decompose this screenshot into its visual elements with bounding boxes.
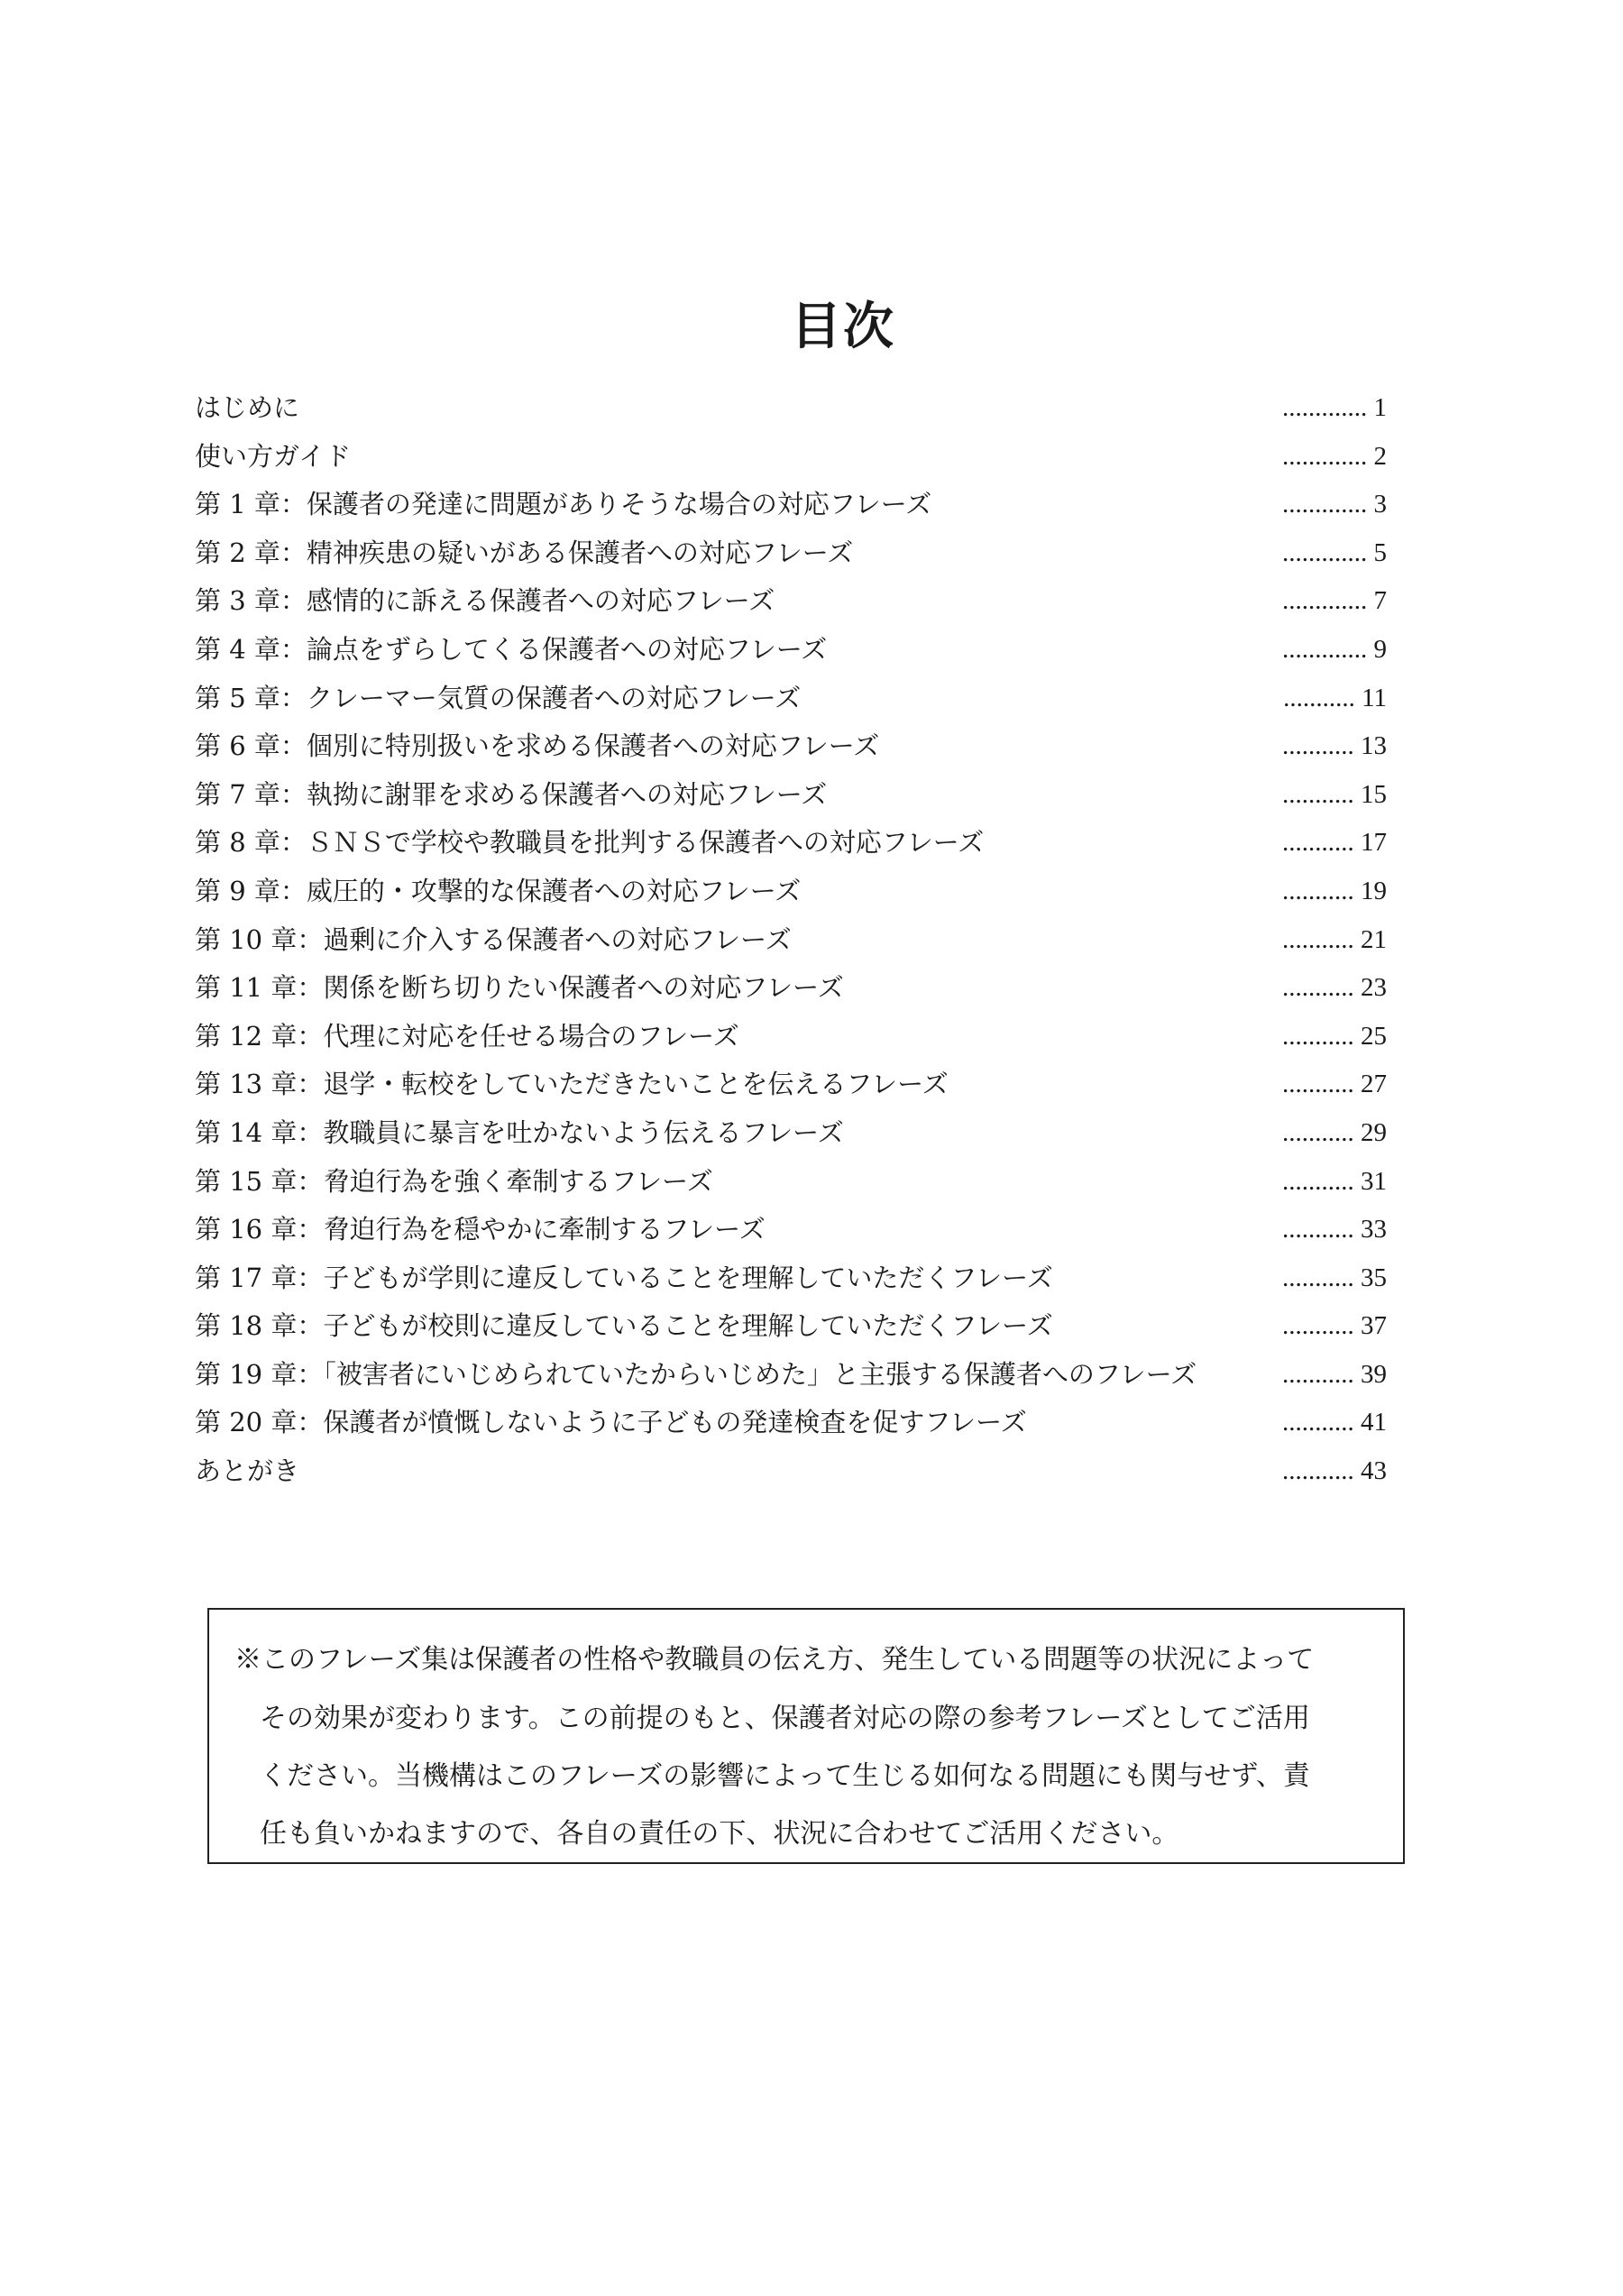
toc-entry-page: ............. 7 <box>1282 586 1387 616</box>
toc-entry-page: ........... 19 <box>1282 876 1387 905</box>
disclaimer-text: 任も負いかねますので、各自の責任の下、状況に合わせてご活用ください。 <box>260 1818 1179 1850</box>
toc-entry-page: ........... 17 <box>1282 828 1387 858</box>
toc-entry-page: ........... 31 <box>1282 1166 1387 1196</box>
toc-entry[interactable] <box>195 577 1387 626</box>
toc-entry-label: 第 13 章：退学・転校をしていただきたいことを伝えるフレーズ <box>195 1069 949 1100</box>
toc-entry-page: ............. 2 <box>1282 441 1387 471</box>
toc-entry-label: 第 1 章：保護者の発達に問題がありそうな場合の対応フレーズ <box>195 489 932 520</box>
toc-entry[interactable] <box>195 1109 1387 1158</box>
toc-entry[interactable] <box>195 481 1387 529</box>
toc-entry[interactable] <box>195 1254 1387 1303</box>
toc-entry-label: 第 8 章：ＳＮＳで学校や教職員を批判する保護者への対応フレーズ <box>195 827 985 859</box>
toc-entry[interactable] <box>195 1158 1387 1207</box>
toc-entry-label: 第 7 章：執拗に謝罪を求める保護者への対応フレーズ <box>195 778 828 810</box>
toc-entry[interactable] <box>195 722 1387 771</box>
toc-entry-label: 第 10 章：過剰に介入する保護者への対応フレーズ <box>195 923 792 955</box>
toc-entry-page: ........... 43 <box>1282 1456 1387 1486</box>
toc-entry-label: 第 14 章：教職員に暴言を吐かないよう伝えるフレーズ <box>195 1116 844 1148</box>
disclaimer-line <box>209 1760 1453 1792</box>
toc-entry-page: ........... 11 <box>1283 683 1387 712</box>
toc-entry-label: 第 5 章：クレーマー気質の保護者への対応フレーズ <box>195 682 802 713</box>
toc-entry[interactable] <box>195 916 1387 965</box>
toc-entry[interactable] <box>195 868 1387 916</box>
toc-entry-label: 第 11 章：関係を断ち切りたい保護者への対応フレーズ <box>195 972 844 1004</box>
toc-entry-label: あとがき <box>195 1456 300 1487</box>
toc-entry-label: 第 4 章：論点をずらしてくる保護者への対応フレーズ <box>195 633 828 665</box>
toc-entry-page: ........... 33 <box>1282 1215 1387 1244</box>
disclaimer-box <box>207 1608 1405 1864</box>
toc-entry[interactable] <box>195 1351 1387 1400</box>
toc-entry-label: 第 12 章：代理に対応を任せる場合のフレーズ <box>195 1020 739 1052</box>
toc-entry[interactable] <box>195 1447 1387 1496</box>
toc-entry[interactable] <box>195 433 1387 482</box>
toc-entry-page: ........... 27 <box>1282 1070 1387 1099</box>
toc-entry-page: ........... 25 <box>1282 1021 1387 1051</box>
toc-entry-page: ............. 5 <box>1282 537 1387 567</box>
toc-entry-page: ........... 23 <box>1282 973 1387 1003</box>
toc-entry[interactable] <box>195 964 1387 1013</box>
disclaimer-text: ※このフレーズ集は保護者の性格や教職員の伝え方、発生している問題等の状況によって <box>234 1644 1315 1676</box>
toc-entry-label: 第 17 章：子どもが学則に違反していることを理解していただくフレーズ <box>195 1262 1053 1293</box>
toc-entry[interactable] <box>195 1399 1387 1447</box>
toc-entry-page: ........... 21 <box>1282 924 1387 954</box>
toc-entry-label: 使い方ガイド <box>195 440 352 472</box>
toc-entry-page: ........... 41 <box>1282 1408 1387 1437</box>
toc-entry-page: ............. 1 <box>1282 393 1387 422</box>
toc-entry-page: ............. 3 <box>1282 490 1387 519</box>
table-of-contents <box>195 384 1387 1496</box>
disclaimer-line <box>209 1644 1428 1676</box>
disclaimer-line <box>209 1818 1453 1850</box>
toc-entry[interactable] <box>195 819 1387 868</box>
toc-entry[interactable] <box>195 1013 1387 1061</box>
toc-entry[interactable] <box>195 384 1387 433</box>
toc-entry-label: 第 16 章：脅迫行為を穏やかに牽制するフレーズ <box>195 1214 766 1245</box>
toc-entry-label: 第 2 章：精神疾患の疑いがある保護者への対応フレーズ <box>195 537 854 568</box>
page-title: 目次 <box>791 297 895 356</box>
toc-entry-page: ........... 29 <box>1282 1117 1387 1147</box>
toc-entry-label: 第 9 章：威圧的・攻撃的な保護者への対応フレーズ <box>195 875 802 906</box>
toc-entry-label: 第 15 章：脅迫行為を強く牽制するフレーズ <box>195 1165 713 1197</box>
toc-entry-page: ........... 13 <box>1282 731 1387 761</box>
toc-entry-label: はじめに <box>195 392 300 423</box>
disclaimer-text: ください。当機構はこのフレーズの影響によって生じる如何なる問題にも関与せず、責 <box>260 1760 1310 1792</box>
toc-entry-page: ........... 15 <box>1282 779 1387 809</box>
toc-entry[interactable] <box>195 529 1387 578</box>
toc-entry[interactable] <box>195 626 1387 675</box>
disclaimer-line <box>209 1703 1453 1734</box>
toc-entry[interactable] <box>195 675 1387 723</box>
toc-entry-label: 第 19 章：「被害者にいじめられていたからいじめた」と主張する保護者へのフレーズ <box>195 1358 1197 1390</box>
toc-entry[interactable] <box>195 771 1387 820</box>
toc-entry[interactable] <box>195 1061 1387 1109</box>
toc-entry-label: 第 3 章：感情的に訴える保護者への対応フレーズ <box>195 585 775 617</box>
toc-entry[interactable] <box>195 1302 1387 1351</box>
toc-entry-page: ............. 9 <box>1282 634 1387 664</box>
toc-entry-page: ........... 39 <box>1282 1359 1387 1389</box>
disclaimer-text: その効果が変わります。この前提のもと、保護者対応の際の参考フレーズとしてご活用 <box>260 1703 1310 1734</box>
toc-entry-label: 第 18 章：子どもが校則に違反していることを理解していただくフレーズ <box>195 1310 1053 1342</box>
toc-entry[interactable] <box>195 1206 1387 1254</box>
toc-entry-label: 第 20 章：保護者が憤慨しないように子どもの発達検査を促すフレーズ <box>195 1407 1027 1438</box>
toc-entry-label: 第 6 章：個別に特別扱いを求める保護者への対応フレーズ <box>195 730 880 762</box>
toc-entry-page: ........... 35 <box>1282 1263 1387 1292</box>
toc-entry-page: ........... 37 <box>1282 1311 1387 1341</box>
